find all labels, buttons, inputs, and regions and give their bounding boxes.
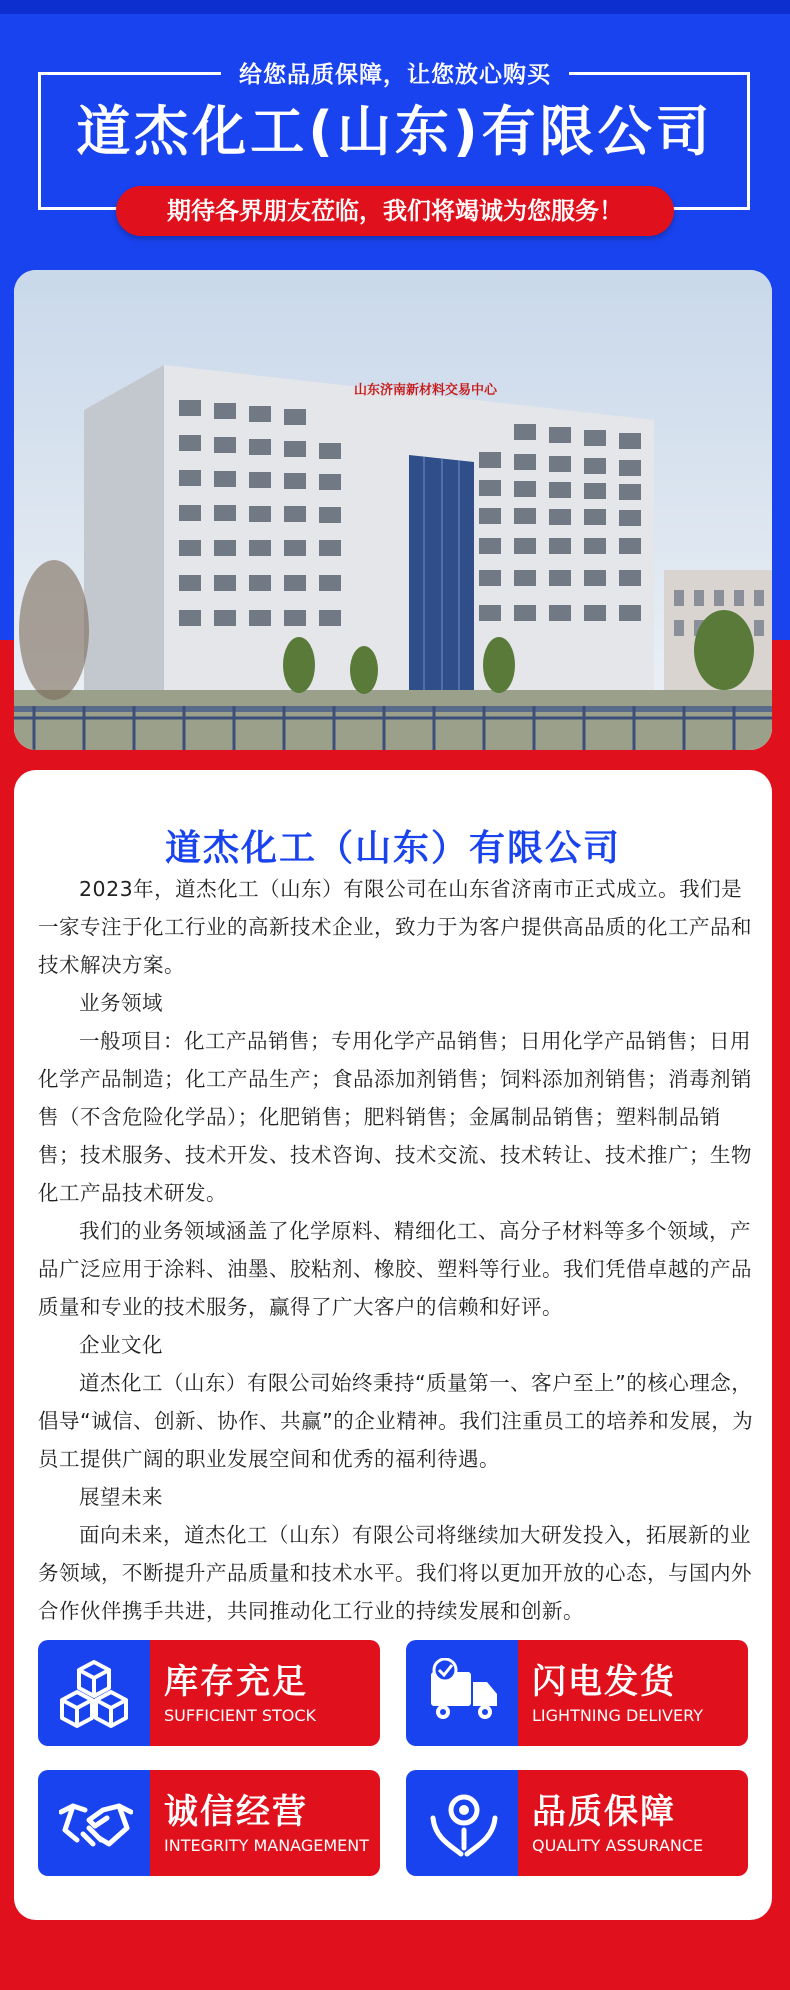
feature-text-box — [150, 1770, 380, 1876]
section-heading-business: 业务领域 — [79, 991, 163, 1015]
tagline-text: 给您品质保障，让您放心购买 — [221, 62, 569, 88]
feature-subtitle: SUFFICIENT STOCK — [164, 1706, 317, 1725]
feature-quality-assurance — [406, 1770, 748, 1876]
section-heading-culture: 企业文化 — [79, 1333, 163, 1357]
intro-title: 道杰化工（山东）有限公司 — [164, 828, 621, 869]
feature-text-box — [150, 1640, 380, 1746]
intro-text — [38, 870, 754, 1630]
welcome-banner: 期待各界朋友莅临，我们将竭诚为您服务！ — [116, 186, 674, 236]
intro-paragraph: 道杰化工（山东）有限公司始终秉持“质量第一、客户至上”的核心理念，倡导“诚信、创新、协作、共赢”的企业精神。我们注重员工的培养和发展，为员工提供广阔的职业发展空间和优秀的福利待遇。 — [38, 1371, 754, 1471]
feature-lightning-delivery — [406, 1640, 748, 1746]
feature-icon-box — [38, 1640, 150, 1746]
boxes-icon — [59, 1658, 129, 1728]
intro-paragraph: 2023年，道杰化工（山东）有限公司在山东省济南市正式成立。我们是一家专注于化工行业的高新技术企业，致力于为客户提供高品质的化工产品和技术解决方案。 — [38, 877, 752, 977]
feature-title: 闪电发货 — [532, 1662, 676, 1702]
building-sign: 山东济南新材料交易中心 — [354, 383, 498, 398]
feature-text-box — [518, 1640, 748, 1746]
building-photo — [14, 270, 772, 750]
feature-text-box — [518, 1770, 748, 1876]
intro-paragraph: 一般项目：化工产品销售；专用化学产品销售；日用化学产品销售；日用化学产品制造；化工产品生产；食品添加剂销售；饲料添加剂销售；消毒剂销售（不含危险化学品）；化肥销售；肥料销售；金属制品销售；塑料制品销售；技术服务、技术开发、技术咨询、技术交流、技术转让、技术推广；生物化工产品技术研发。 — [38, 1029, 752, 1205]
intro-paragraph: 我们的业务领域涵盖了化学原料、精细化工、高分子材料等多个领域，产品广泛应用于涂料、油墨、胶粘剂、橡胶、塑料等行业。我们凭借卓越的产品质量和专业的技术服务，赢得了广大客户的信赖和好评。 — [38, 1219, 752, 1319]
feature-sufficient-stock — [38, 1640, 380, 1746]
section-heading-future: 展望未来 — [79, 1485, 163, 1509]
building-illustration — [14, 270, 772, 750]
feature-title: 诚信经营 — [164, 1792, 308, 1832]
company-intro-card — [14, 770, 772, 1920]
handshake-icon — [59, 1788, 133, 1858]
top-strip — [0, 0, 790, 14]
feature-subtitle: LIGHTNING DELIVERY — [532, 1706, 703, 1725]
tagline — [0, 56, 790, 89]
feature-subtitle: QUALITY ASSURANCE — [532, 1836, 704, 1855]
intro-paragraph: 面向未来，道杰化工（山东）有限公司将继续加大研发投入，拓展新的业务领域，不断提升产品质量和技术水平。我们将以更加开放的心态，与国内外合作伙伴携手共进，共同推动化工行业的持续发展和创新。 — [38, 1523, 752, 1623]
feature-integrity-management — [38, 1770, 380, 1876]
feature-title: 库存充足 — [164, 1662, 308, 1702]
feature-icon-box — [406, 1770, 518, 1876]
quality-icon — [427, 1788, 501, 1858]
feature-title: 品质保障 — [532, 1792, 676, 1832]
company-title: 道杰化工(山东)有限公司 — [76, 100, 714, 163]
truck-icon — [427, 1658, 501, 1728]
feature-subtitle: INTEGRITY MANAGEMENT — [164, 1836, 369, 1855]
feature-icon-box — [406, 1640, 518, 1746]
feature-icon-box — [38, 1770, 150, 1876]
